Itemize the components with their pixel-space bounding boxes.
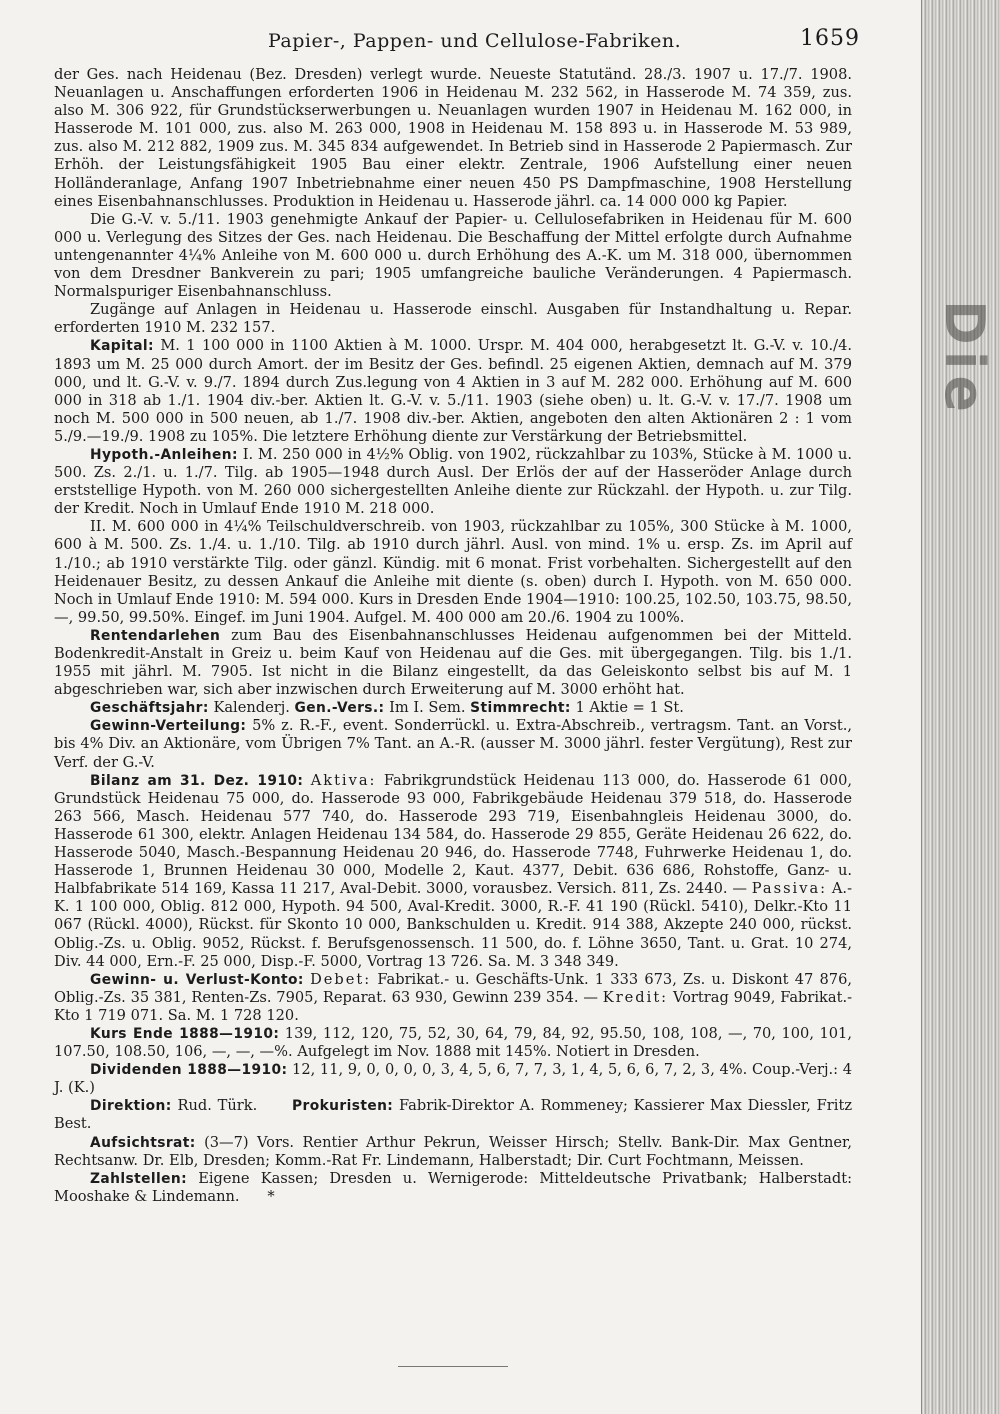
- spine-label: Die: [933, 300, 996, 418]
- section-zahlstellen: [54, 1170, 852, 1206]
- section-direktion: [54, 1097, 852, 1133]
- section-text: Fabrik-Direktor A. Rommeney; Kassierer Max Diessler, Fritz Best.: [54, 1097, 853, 1133]
- kredit-label: Kredit:: [602, 988, 669, 1006]
- section-text: 139, 112, 120, 75, 52, 30, 64, 79, 84, 92, 95.50, 108, 108, —, 70, 100, 101, 107.50, 108.50, 106, —, —, —%. Aufgelegt im Nov. 1888 mit 145%. Notiert in Dresden.: [54, 1024, 852, 1061]
- section-aufsichtsrat: [54, 1134, 852, 1170]
- passiva-text: A.-K. 1 100 000, Oblig. 812 000, Hypoth. 94 500, Aval-Kredit. 3000, R.-F. 41 190 (Rückl. 5410), Delkr.-Kto 11 067 (Rückl. 4000), Rückst. für Skonto 10 000, Bankschulden u. Kredit. 914 388, Akzepte 240 000, rückst. Oblig.-Zs. u. Oblig. 9052, Rückst. f. Berufsgenossensch. 11 500, do. f. Löhne 3650, Tant. u. Grat. 10 274, Div. 44 000, Ern.-F. 25 000, Disp.-F. 5000, Vortrag 13 726. Sa. M. 3 348 349.: [54, 880, 852, 970]
- section-heading: Gen.-Vers.:: [294, 700, 385, 717]
- aktiva-label: Aktiva:: [310, 771, 377, 789]
- running-head: Papier-, Pappen- und Cellulose-Fabriken.: [268, 30, 682, 52]
- section-text: (3—7) Vors. Rentier Arthur Pekrun, Weisser Hirsch; Stellv. Bank-Dir. Max Gentner, Rechtsanw. Dr. Elb, Dresden; Komm.-Rat Fr. Lindemann, Halberstadt; Dir. Curt Fochtmann, Meissen.: [54, 1133, 852, 1169]
- section-hypoth: [54, 446, 852, 518]
- section-heading: Stimmrecht:: [470, 700, 571, 717]
- section-kurs: [54, 1025, 852, 1061]
- section-heading: Gewinn- u. Verlust-Konto:: [90, 971, 304, 988]
- section-heading: Prokuristen:: [292, 1098, 394, 1115]
- section-text: 12, 11, 9, 0, 0, 0, 0, 3, 4, 5, 6, 7, 7, 3, 1, 4, 5, 6, 6, 7, 2, 3, 4%. Coup.-Verj.: 4 J. (K.): [54, 1061, 852, 1097]
- end-marker: *: [267, 1187, 275, 1205]
- section-heading: Dividenden 1888—1910:: [90, 1062, 288, 1079]
- section-heading: Zahlstellen:: [90, 1170, 187, 1187]
- section-text: 5% z. R.-F., event. Sonderrückl. u. Extra-Abschreib., vertragsm. Tant. an Vorst., bis 4% Div. an Aktionäre, vom Übrigen 7% Tant. an A.-R. (ausser M. 3000 jährl. fester Vergütung), Rest zur Verf. der G.-V.: [54, 717, 853, 771]
- section-kapital: [54, 337, 852, 446]
- section-heading: Direktion:: [90, 1098, 172, 1115]
- section-text: M. 1 100 000 in 1100 Aktien à M. 1000. Urspr. M. 404 000, herabgesetzt lt. G.-V. v. 10./4. 1893 um M. 25 000 durch Amort. der im Besitz der Ges. befindl. 25 eigenen Aktien, demnach auf M. 379 000, und lt. G.-V. v. 9./7. 1894 durch Zus.legung von 4 Aktien in 3 auf M. 282 000. Erhöhung auf M. 600 000 in 318 ab 1./1. 1904 div.-ber. Aktien lt. G.-V. v. 5./11. 1903 (siehe oben) u. lt. G.-V. v. 17./7. 1908 um noch M. 500 000 in 500 neuen, ab 1./7. 1908 div.-ber. Aktien, angeboten den alten Aktionären 2 : 1 vom 5./9.—19./9. 1908 zu 105%. Die letztere Erhöhung diente zur Verstärkung der Betriebsmittel.: [54, 337, 852, 445]
- section-heading: Bilanz am 31. Dez. 1910:: [90, 772, 304, 789]
- section-gewinn-verlust: [54, 971, 852, 1025]
- body-text: [54, 66, 852, 1206]
- intro-paragraph: Die G.-V. v. 5./11. 1903 genehmigte Ankauf der Papier- u. Cellulosefabriken in Heidenau für M. 600 000 u. Verlegung des Sitzes der Ges. nach Heidenau. Die Beschaffung der Mittel erfolgte durch Aufnahme untengenannter 4¼% Anleihe von M. 600 000 u. durch Erhöhung des A.-K. um M. 318 000, übernommen von dem Dresdner Bankverein zu pari; 1905 umfangreiche bauliche Veränderungen. 4 Papiermasch. Normalspuriger Eisenbahnanschluss.: [54, 210, 852, 301]
- section-text: Rud. Türk.: [177, 1097, 258, 1115]
- section-heading: Aufsichtsrat:: [90, 1134, 196, 1151]
- aktiva-text: Fabrikgrundstück Heidenau 113 000, do. Hasserode 61 000, Grundstück Heidenau 75 000, do. Hasserode 93 000, Fabrikgebäude Heidenau 379 518, do. Hasserode 263 566, Masch. Heidenau 577 740, do. Hasserode 293 719, Eisenbahngleis Heidenau 3000, do. Hasserode 61 300, elektr. Anlagen Heidenau 134 584, do. Hasserode 29 855, Geräte Heidenau 26 622, do. Hasserode 5040, Masch.-Bespannung Heidenau 20 946, do. Hasserode 7748, Fuhrwerke Heidenau 1, do. Hasserode 1, Brunnen Heidenau 30 000, Modelle 2, Kaut. 4377, Debit. 636 686, Rohstoffe, Ganz- u. Halbfabrikate 514 169, Kassa 11 217, Aval-Debit. 3000, vorausbez. Versich. 811, Zs. 2440. —: [54, 771, 853, 898]
- section-heading: Hypoth.-Anleihen:: [90, 446, 238, 463]
- section-text: I. M. 250 000 in 4½% Oblig. von 1902, rückzahlbar zu 103%, Stücke à M. 1000 u. 500. Zs. 2./1. u. 1./7. Tilg. ab 1905—1948 durch Ausl. Der Erlös der auf der Hasseröder Anlage durch erststellige Hypoth. von M. 260 000 sichergestellten Anleihe diente zur Rückzahl. der Hypoth. u. zur Tilg. der Kredit. Noch in Umlauf Ende 1910 M. 218 000.: [54, 445, 852, 518]
- section-gewinn-verteilung: [54, 717, 852, 771]
- section-dividenden: [54, 1061, 852, 1097]
- end-rule: [398, 1366, 508, 1367]
- section-text: zum Bau des Eisenbahnanschlusses Heidenau aufgenommen bei der Mitteld. Bodenkredit-Anstalt in Greiz u. beim Kauf von Heidenau auf die Ges. mit übergegangen. Tilg. bis 1./1. 1955 mit jährl. M. 7905. Ist nicht in die Bilanz eingestellt, da das Geleiskonto selbst bis auf M. 1 abgeschrieben war, sich aber inzwischen durch Erweiterung auf M. 3000 erhöht hat.: [54, 626, 852, 699]
- passiva-label: Passiva:: [751, 880, 828, 898]
- section-heading: Gewinn-Verteilung:: [90, 718, 247, 735]
- section-geschaeftsjahr: [54, 699, 852, 717]
- section-text: Kalenderj.: [213, 699, 290, 717]
- intro-paragraph: der Ges. nach Heidenau (Bez. Dresden) verlegt wurde. Neueste Statutänd. 28./3. 1907 u. 17./7. 1908. Neuanlagen u. Anschaffungen erforderten 1906 in Heidenau M. 232 562, in Hasserode M. 74 359, zus. also M. 306 922, für Grundstückserwerbungen u. Neuanlagen wurden 1907 in Heidenau M. 162 000, in Hasserode M. 101 000, zus. also M. 263 000, 1908 in Heidenau M. 158 893 u. in Hasserode M. 53 989, zus. also M. 212 882, 1909 zus. M. 345 834 aufgewendet. In Betrieb sind in Hasserode 2 Papiermasch. Zur Erhöh. der Leistungsfähigkeit 1905 Bau einer elektr. Zentrale, 1906 Aufstellung einer neuen Holländeranlage, Anfang 1907 Inbetriebnahme einer neuen 450 PS Dampfmaschine, 1908 Herstellung eines Eisenbahnanschlusses. Produktion in Heidenau u. Hasserode jährl. ca. 14 000 000 kg Papier.: [54, 66, 852, 210]
- book-spine: [921, 0, 1000, 1414]
- page-number: 1659: [800, 26, 860, 51]
- kredit-text: Vortrag 9049, Fabrikat.-Kto 1 719 071. Sa. M. 1 728 120.: [54, 988, 853, 1024]
- section-heading: Kurs Ende 1888—1910:: [90, 1025, 280, 1042]
- section-bilanz: [54, 772, 852, 971]
- section-text: Eigene Kassen; Dresden u. Wernigerode: Mitteldeutsche Privatbank; Halberstadt: Mooshake & Lindemann.: [54, 1169, 852, 1205]
- section-heading: Geschäftsjahr:: [90, 700, 209, 717]
- section-text: 1 Aktie = 1 St.: [575, 699, 684, 717]
- debet-label: Debet:: [310, 970, 372, 988]
- intro-paragraph: Zugänge auf Anlagen in Heidenau u. Hasserode einschl. Ausgaben für Instandhaltung u. Repar. erforderten 1910 M. 232 157.: [54, 301, 852, 337]
- debet-text: Fabrikat.- u. Geschäfts-Unk. 1 333 673, Zs. u. Diskont 47 876, Oblig.-Zs. 35 381, Renten-Zs. 7905, Reparat. 63 930, Gewinn 239 354. —: [54, 970, 853, 1006]
- section-text: Im I. Sem.: [389, 699, 466, 717]
- section-heading: Rentendarlehen: [90, 627, 221, 644]
- section-renten: [54, 627, 852, 699]
- section-heading: Kapital:: [90, 338, 154, 355]
- section-hypoth-2: II. M. 600 000 in 4¼% Teilschuldverschreib. von 1903, rückzahlbar zu 105%, 300 Stücke à M. 1000, 600 à M. 500. Zs. 1./4. u. 1./10. Tilg. ab 1910 durch jährl. Ausl. von mind. 1% u. ersp. Zs. im April auf 1./10.; ab 1910 verstärkte Tilg. oder gänzl. Kündig. mit 6 monat. Frist vorbehalten. Sichergestellt auf den Heidenauer Besitz, zu dessen Ankauf die Anleihe mit diente (s. oben) durch I. Hypoth. von M. 650 000. Noch in Umlauf Ende 1910: M. 594 000. Kurs in Dresden Ende 1904—1910: 100.25, 102.50, 103.75, 98.50, —, 99.50, 99.50%. Eingef. im Juni 1904. Aufgel. M. 400 000 am 20./6. 1904 zu 100%.: [54, 518, 852, 626]
